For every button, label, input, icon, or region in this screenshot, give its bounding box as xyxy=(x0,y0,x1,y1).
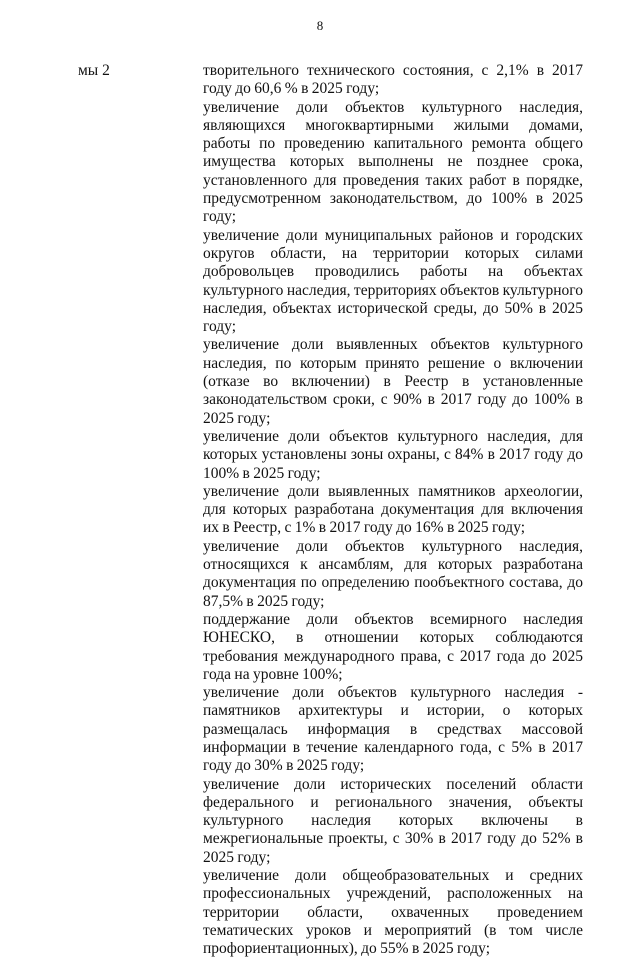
margin-label: мы 2 xyxy=(78,62,110,79)
paragraph-1: творительного технического состояния, с 2,1% в 2017 году до 60,6 % в 2025 году; xyxy=(203,62,583,98)
page-number: 8 xyxy=(316,18,324,33)
paragraph-2: увеличение доли объектов культурного наследия, являющихся многоквартирными жилыми домами, работы по проведению капитального ремонта общего имущества которых выполнены не позднее срока, установленного для проведения таких работ в порядке, предусмотренном законодательством, до 100% в 2025 году; xyxy=(203,98,583,226)
paragraph-6: увеличение доли выявленных памятников археологии, для которых разработана документация для включения их в Реестр, с 1% в 2017 году до 16% в 2025 году; xyxy=(203,482,583,537)
paragraph-7: увеличение доли объектов культурного наследия, относящихся к ансамблям, для которых разработана документация по определению пообъектного состава, до 87,5% в 2025 году; xyxy=(203,537,583,610)
paragraph-5: увеличение доли объектов культурного наследия, для которых установлены зоны охраны, с 84% в 2017 году до 100% в 2025 году; xyxy=(203,427,583,482)
paragraph-9: увеличение доли объектов культурного наследия - памятников архитектуры и истории, о которых размещалась информация в средствах массовой информации в течение календарного года, с 5% в 2017 году до 30% в 2025 году; xyxy=(203,684,583,775)
paragraph-4: увеличение доли выявленных объектов культурного наследия, по которым принято решение о включении (отказе во включении) в Реестр в установленные законодательством сроки, с 90% в 2017 году до 100% в 2025 году; xyxy=(203,336,583,427)
document-body xyxy=(203,62,583,959)
paragraph-10: увеличение доли исторических поселений области федерального и регионального значения, объекты культурного наследия которых включены в межрегиональные проекты, с 30% в 2017 году до 52% в 2025 году; xyxy=(203,775,583,866)
paragraph-8: поддержание доли объектов всемирного наследия ЮНЕСКО, в отношении которых соблюдаются требования международного права, с 2017 года до 2025 года на уровне 100%; xyxy=(203,610,583,683)
paragraph-11: увеличение доли общеобразовательных и средних профессиональных учреждений, расположенных на территории области, охваченных проведением тематических уроков и мероприятий (в том числе профориентационных), до 55% в 2025 году; xyxy=(203,867,583,958)
paragraph-3: увеличение доли муниципальных районов и городских округов области, на территории которых силами добровольцев проводились работы на объектах культурного наследия, территориях объектов культурного наследия, объектах исторической среды, до 50% в 2025 году; xyxy=(203,226,583,336)
